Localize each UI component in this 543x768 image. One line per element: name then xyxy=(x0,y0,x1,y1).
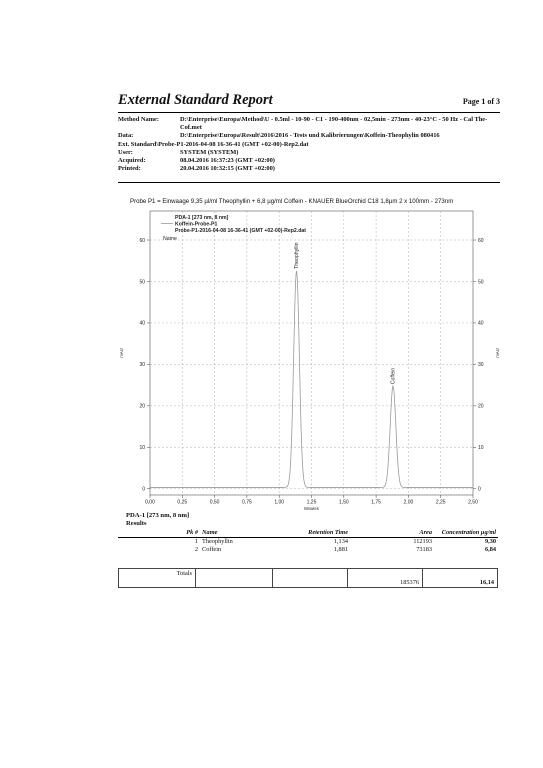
x-tick-label: 0,25 xyxy=(177,499,188,506)
cell-peak: 2 xyxy=(194,546,198,553)
y-tick-label: 0 xyxy=(142,486,145,493)
meta-value: D:\Enterprise\Europa\Method\U - 0.5ml - 10-90 - C1 - 190-400nm - 02,5min - 273nm - 40-23°C - 50 Hz - Cal The-Cof.met xyxy=(180,116,488,132)
y-tick-label-right: 60 xyxy=(478,237,484,244)
x-tick-label: 2,50 xyxy=(468,499,478,506)
table-row xyxy=(118,546,498,554)
y-tick-label-right: 0 xyxy=(478,486,481,493)
y-tick-label: 40 xyxy=(139,320,145,327)
y-tick-label: 30 xyxy=(139,362,145,369)
y-tick-label-right: 50 xyxy=(478,279,484,286)
y-tick-label-right: 30 xyxy=(478,362,484,369)
y-tick-label: 50 xyxy=(139,279,145,286)
cell-concentration: 6,84 xyxy=(484,546,496,553)
col-concentration: Concentration µg/ml xyxy=(434,529,498,538)
results-header-row xyxy=(118,529,498,538)
y-axis-label-right: mAU xyxy=(495,348,500,358)
y-tick-label-right: 10 xyxy=(478,445,484,452)
cell-concentration: 9,30 xyxy=(484,538,496,545)
meta-label: Ext. Standard\ xyxy=(118,140,159,148)
chart-caption: Probe P1 = Einwaage 9,35 µl/ml Theophyllin + 6,8 µg/ml Coffein - KNAUER BlueOrchid C18 1,8µm 2 x 100mm - 273nm xyxy=(130,198,454,205)
meta-value: 08.04.2016 16:37:23 (GMT +02:00) xyxy=(180,157,275,165)
totals-area: 185376 xyxy=(348,569,423,588)
x-tick-label: 2,00 xyxy=(403,499,414,506)
report-title: External Standard Report xyxy=(118,92,273,108)
totals-label: Totals xyxy=(119,569,196,588)
meta-value: SYSTEM (SYSTEM) xyxy=(180,148,239,156)
meta-value: D:\Enterprise\Europa\Result\2016\2016 - Tests und Kalibrierungen\Koffein-Theophylin 080416 xyxy=(180,132,440,140)
totals-empty-cell xyxy=(273,569,348,588)
cell-peak: 1 xyxy=(194,538,198,545)
col-area: Area xyxy=(350,529,434,538)
cell-area: 73183 xyxy=(416,546,432,553)
y-tick-label: 10 xyxy=(139,445,145,452)
x-tick-label: 0,50 xyxy=(209,499,220,506)
meta-label: Method Name: xyxy=(118,116,159,123)
col-name: Name xyxy=(200,529,274,538)
table-row xyxy=(118,538,498,547)
x-tick-label: 0,75 xyxy=(242,499,252,506)
totals-concentration: 16,14 xyxy=(423,569,498,588)
legend-entry: Koffein-Probe-P1 xyxy=(175,221,218,228)
y-tick-label: 60 xyxy=(139,237,145,244)
x-tick-label: 0,00 xyxy=(145,499,155,506)
meta-value: Probe-P1-2016-04-08 16-36-41 (GMT +02-00)-Rep2.dat xyxy=(158,140,309,148)
meta-label: Acquired: xyxy=(118,157,146,165)
cell-retention-time: 1,881 xyxy=(333,546,348,553)
cell-retention-time: 1,134 xyxy=(333,538,348,545)
y-tick-label-right: 40 xyxy=(478,320,484,327)
meta-label: Printed: xyxy=(118,165,141,173)
cell-name: Theophyllin xyxy=(202,538,233,545)
x-tick-label: 1,75 xyxy=(371,499,381,506)
results-table xyxy=(118,529,498,554)
peak-label: Coffein xyxy=(390,367,397,385)
y-axis-label: mAU xyxy=(119,348,124,358)
page-number: Page 1 of 3 xyxy=(462,97,500,106)
legend-name-header: Name xyxy=(163,236,177,242)
x-tick-label: 1,50 xyxy=(338,499,349,506)
cell-area: 112193 xyxy=(413,538,432,545)
totals-empty-cell xyxy=(196,569,273,588)
x-tick-label: 1,25 xyxy=(306,499,317,506)
y-tick-label-right: 20 xyxy=(478,403,484,410)
col-retention-time: Retention Time xyxy=(274,529,350,538)
meta-value: 20.04.2016 10:32:15 (GMT +02:00) xyxy=(180,165,275,173)
legend-entry: Probe-P1-2016-04-08 16-36-41 (GMT +02-00)-Rep2.dat xyxy=(175,228,307,234)
meta-label: Data: xyxy=(118,132,134,140)
x-tick-label: 1,00 xyxy=(274,499,285,506)
peak-label: Theophyllin xyxy=(294,242,301,269)
totals-row xyxy=(119,569,498,588)
legend-title: PDA-1 [273 nm, 8 nm] xyxy=(175,215,229,221)
col-peak: Pk # xyxy=(118,529,200,538)
totals-table xyxy=(118,568,498,588)
meta-label: User: xyxy=(118,148,133,156)
results-title: PDA-1 [273 nm, 8 nm] Results xyxy=(126,512,190,527)
x-tick-label: 2,25 xyxy=(435,499,446,506)
cell-name: Coffein xyxy=(202,546,222,553)
y-tick-label: 20 xyxy=(139,403,145,410)
x-axis-label: Minutes xyxy=(304,506,319,511)
